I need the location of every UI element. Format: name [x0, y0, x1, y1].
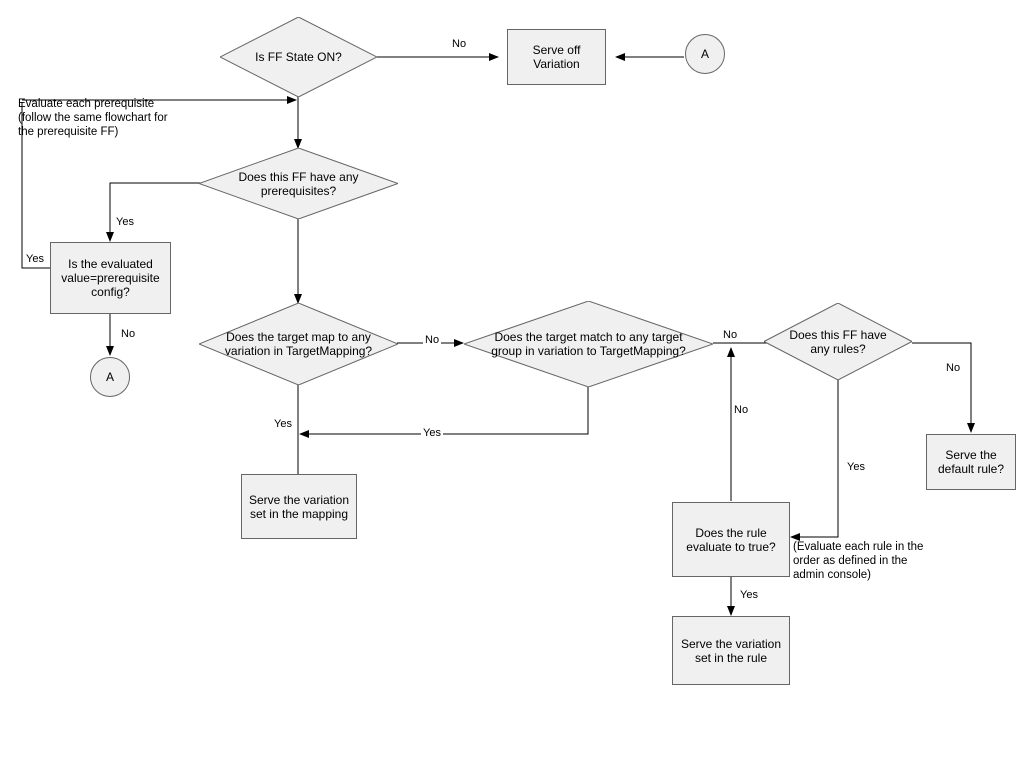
- node-label: Does the target map to any variation in TargetMapping?: [224, 330, 373, 358]
- node-serve-variation-rule[interactable]: [672, 616, 790, 685]
- edge-targetgroup-yes-to-servemapping: [300, 384, 588, 434]
- edge-label-ruletrue-yes: Yes: [740, 589, 758, 601]
- node-target-group-match[interactable]: [464, 301, 713, 387]
- node-evaluated-value-prereq-config[interactable]: [50, 242, 171, 314]
- edge-label-eval-no: No: [121, 328, 136, 340]
- note-rules-order: (Evaluate each rule in the order as defined in the admin console): [793, 541, 924, 581]
- edge-label-ffstate-no: No: [452, 38, 467, 50]
- edge-label-targetmap-no: No: [425, 334, 440, 346]
- node-connector-a-top[interactable]: [685, 34, 725, 74]
- node-rule-evaluate-true[interactable]: [672, 502, 790, 577]
- node-label: Does this FF have any prerequisites?: [238, 169, 359, 198]
- edge-hasrules-no-to-servedefault: [912, 343, 971, 432]
- node-target-map-to-variation[interactable]: [199, 303, 398, 385]
- edge-hasrules-yes-to-ruletrue: [791, 380, 838, 537]
- edge-label-targetgroup-no: No: [723, 329, 738, 341]
- edge-label-prereq-yes: Yes: [116, 216, 134, 228]
- node-label: Serve off Variation: [532, 43, 581, 71]
- edge-label-targetmap-yes: Yes: [274, 418, 292, 430]
- node-serve-variation-mapping[interactable]: [241, 474, 357, 539]
- edge-prereq-yes-to-eval: [110, 183, 200, 241]
- edge-label-hasrules-yes: Yes: [847, 461, 865, 473]
- node-label: Serve the variation set in the mapping: [248, 492, 350, 521]
- node-label: Does the rule evaluate to true?: [686, 525, 776, 554]
- node-label: Serve the default rule?: [937, 448, 1005, 476]
- node-label: Is the evaluated value=prerequisite config?: [61, 257, 160, 299]
- node-label: A: [105, 370, 114, 384]
- node-serve-default-rule[interactable]: [926, 434, 1016, 490]
- edge-label-targetgroup-yes: Yes: [423, 427, 441, 439]
- edge-label-ruletrue-no: No: [734, 404, 749, 416]
- node-label: Does the target match to any target group in variation to TargetMapping?: [491, 330, 686, 358]
- node-label: Is FF State ON?: [255, 50, 342, 64]
- node-label: Does this FF have any rules?: [789, 327, 887, 356]
- edge-label-hasrules-no: No: [946, 362, 961, 374]
- node-serve-off-variation[interactable]: [507, 29, 606, 85]
- node-has-rules[interactable]: [764, 303, 912, 380]
- node-connector-a-bottom[interactable]: [90, 357, 130, 397]
- node-label: Serve the variation set in the rule: [680, 636, 782, 665]
- node-is-ff-state-on[interactable]: [220, 17, 377, 97]
- node-has-prerequisites[interactable]: [199, 148, 398, 219]
- note-prerequisite: Evaluate each prerequisite (follow the same flowchart for the prerequisite FF): [18, 98, 168, 138]
- node-label: A: [700, 47, 709, 61]
- edge-label-eval-yes: Yes: [26, 253, 44, 265]
